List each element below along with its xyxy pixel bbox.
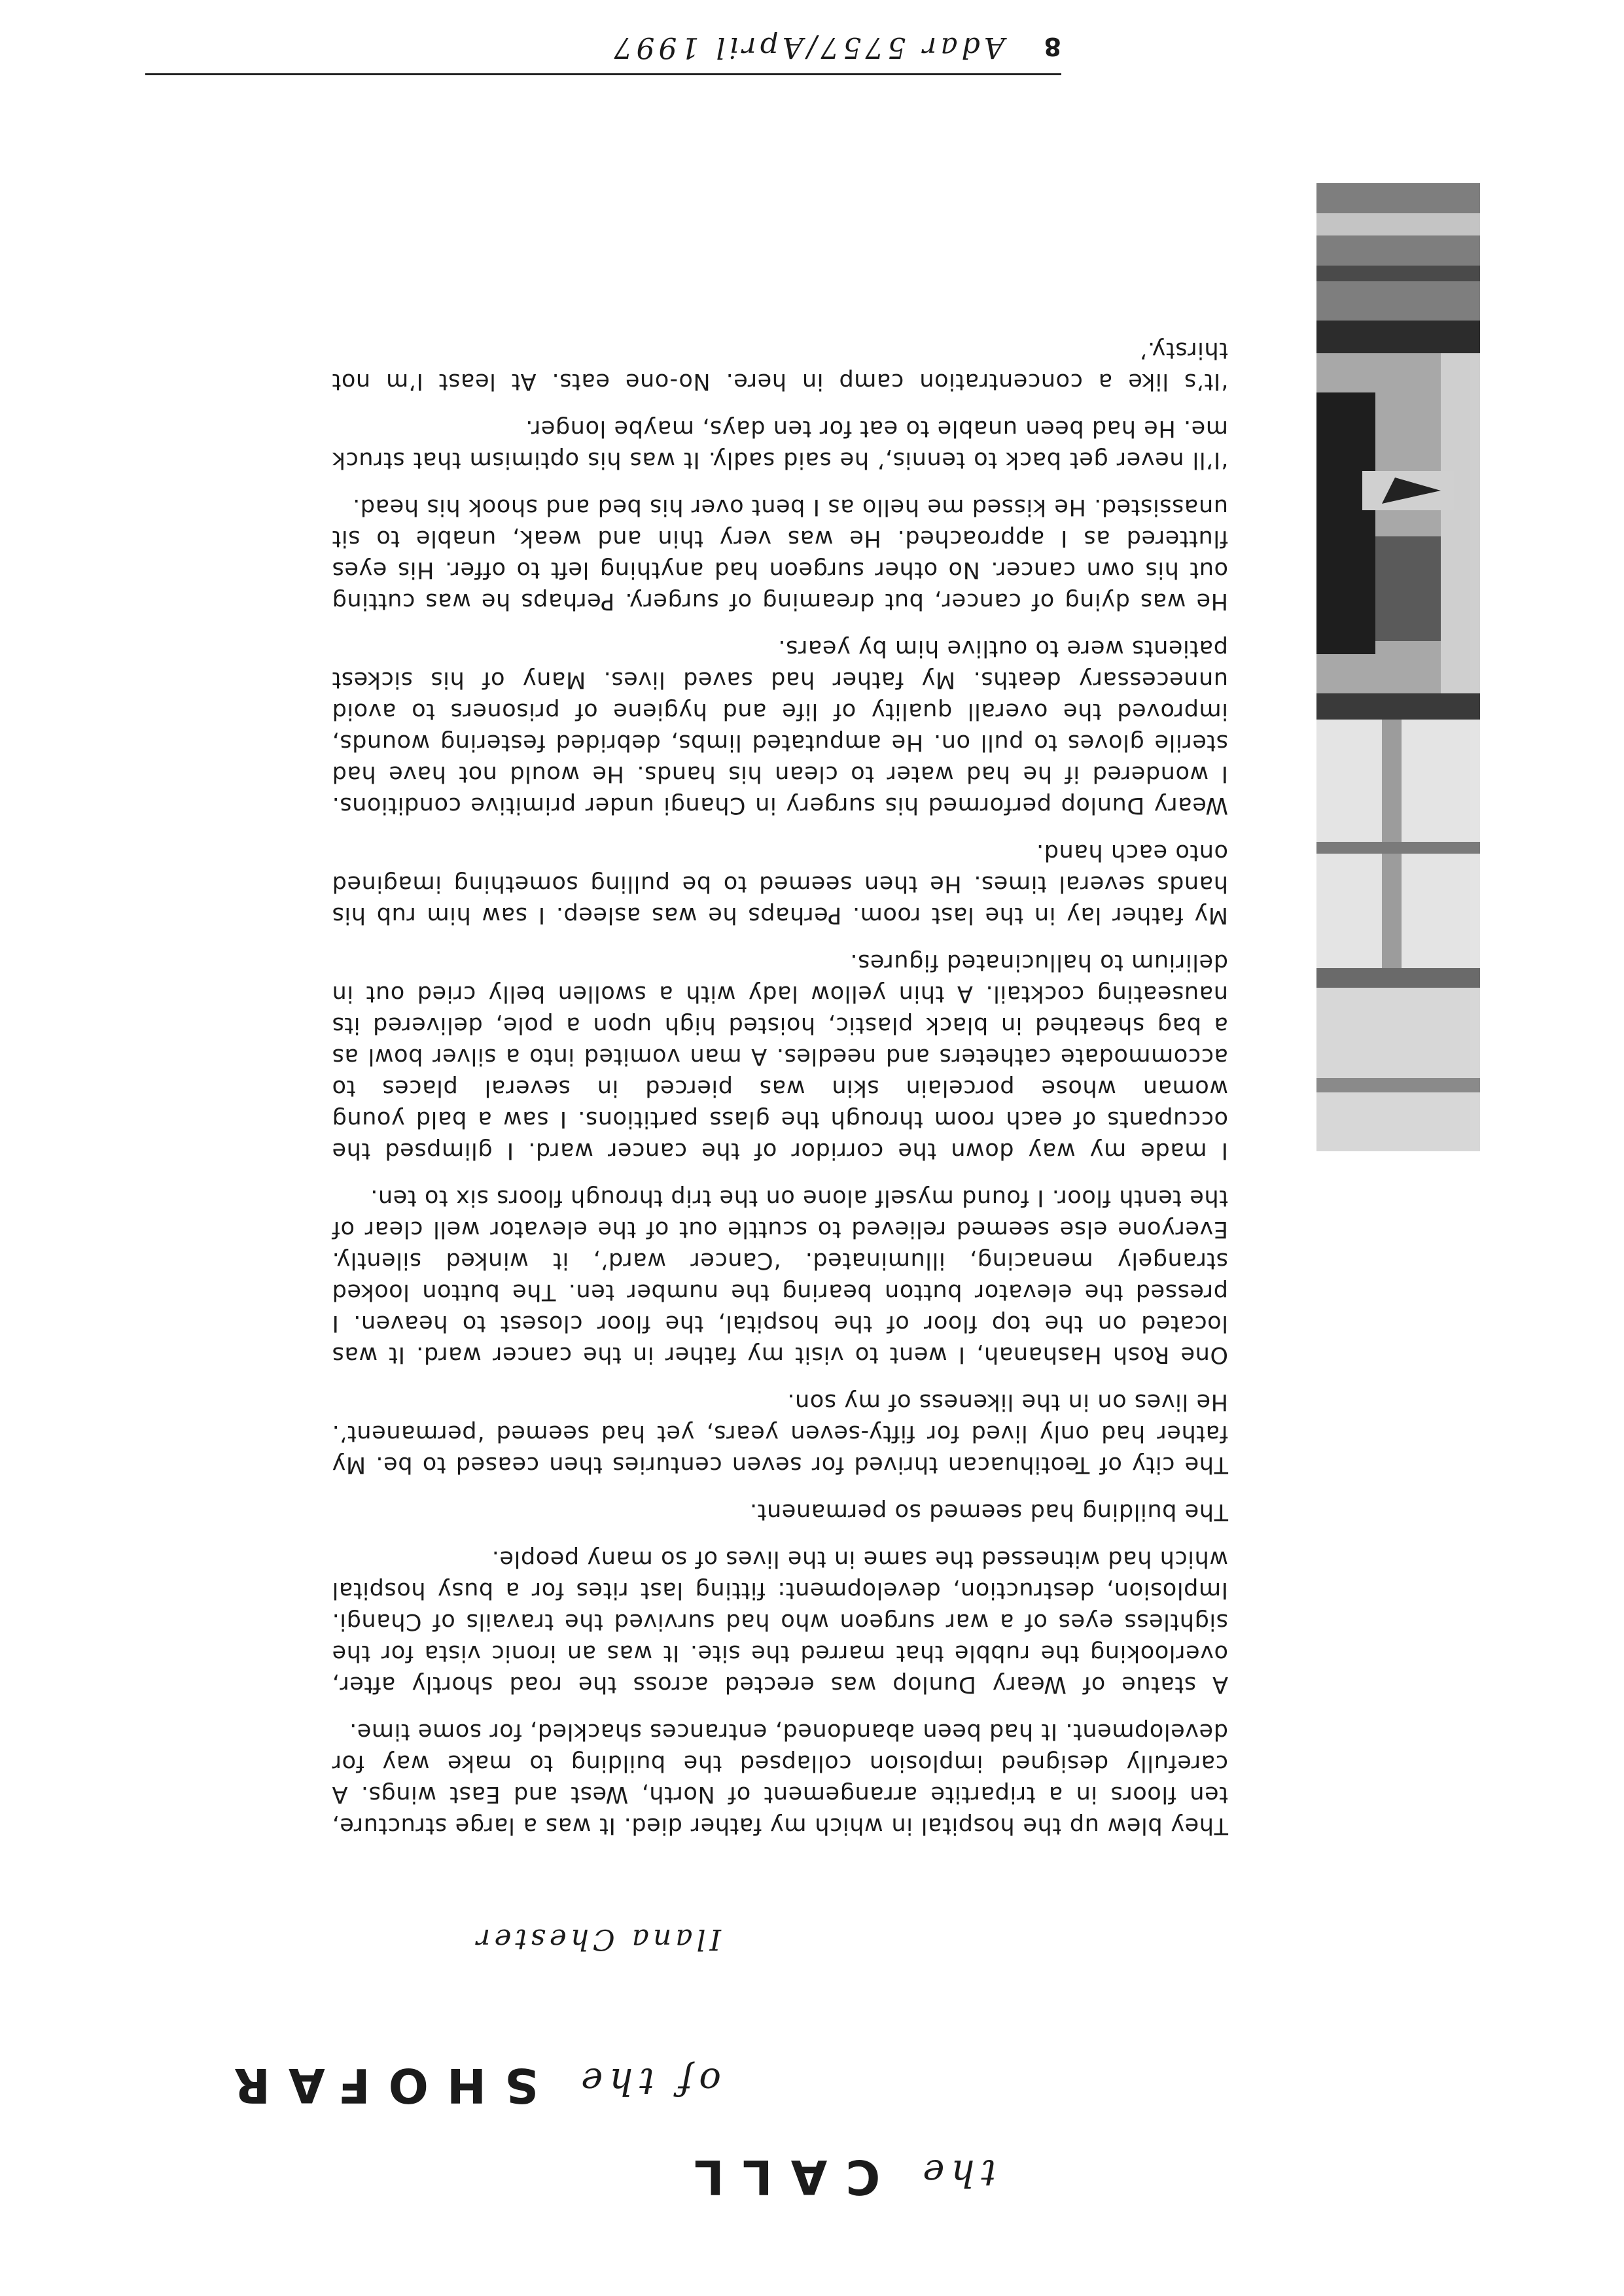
paragraph-6: I made my way down the corridor of the cancer ward. I glimpsed the occupants of each room through the glass partitions. I saw a bald young woman whose porcelain skin was pierced in several places to accommodate catheters and needles. A man vomited into a silver bowl as a bag sheathed in black plastic, hoisted high upon a pole, delivered its nauseating cocktail. A thin yellow lady with a swollen belly cried out in delirium to hallucinated figures. [332,949,1228,1164]
page-header [145,31,1061,75]
article-body [332,319,1228,1841]
paragraph-4: The city of Teotihuacan thrived for seven centuries then ceased to be. My father had only lived for fifty-seven years, yet had seemed ‘permanent’. He lives on in the likeness of my son. [332,1389,1228,1478]
paragraph-11: ‘It’s like a concentration camp in here. No-one eats. At least I’m not thirsty.’ [332,337,1228,394]
paragraph-8: Weary Dunlop performed his surgery in Changi under primitive conditions. I wondered if he had water to clean his hands. He would not have had sterile gloves to pull on. He amputated limbs, debrided festering wounds, improved the overall quality of life and hygiene of prisoners to avoid unnecessary deaths. My father had saved lives. Many of his sickest patients were to outlive him by years. [332,635,1228,818]
paragraph-7: My father lay in the last room. Perhaps he was asleep. I saw him rub his hands several times. He then seemed to be pulling something imagined onto each hand. [332,839,1228,928]
title-line-1 [676,2149,996,2204]
paragraph-3: The building had seemed so permanent. [749,1499,1228,1525]
title-of-the: of the [574,2060,721,2102]
article-title [211,2034,996,2204]
photograph-hospital-window [1316,183,1480,1151]
title-the: the [916,2151,996,2194]
title-line-2 [216,2058,721,2113]
paragraph-1: They blew up the hospital in which my father died. It was a large structure, ten floors in a tripartite arrangement of North, West and East wings. A carefully designed implosion collapsed the building to make way for development. It had been abandoned, entrances shackled, for some time. [332,1718,1228,1839]
paragraph-2: A statue of Weary Dunlop was erected across the road shortly after, overlooking the rubble that marred the site. It was an ironic vista for the sightless eyes of a war surgeon who had survived the travails of Changi. Implosion, destruction, development: fitting last rites for a busy hospital which had witnessed the same in the lives of so many people. [332,1546,1228,1697]
paragraph-5: One Rosh Hashanah, I went to visit my father in the cancer ward. It was located on the top floor of the hospital, the floor closest to heaven. I pressed the elevator button bearing the number ten. The button looked strangely menacing, illuminated. ‘Cancer ward’, it winked silently. Everyone else seemed relieved to scuttle out of the elevator well clear of the tenth floor. I found myself alone on the trip through floors six to ten. [332,1185,1228,1368]
issue-date: Adar 5757/April 1997 [610,31,1005,64]
paragraph-9: He was dying of cancer, but dreaming of surgery. Perhaps he was cutting out his own cancer. No other surgeon had anything left to offer. His eyes fluttered as I approached. He was very thin and weak, unable to sit unassisted. He kissed me hello as I bent over his bed and shook his head. [332,494,1228,614]
page-number: 8 [1044,32,1061,61]
author-byline: Ilana Chester [472,1922,721,1956]
paragraph-10: ‘I’ll never get back to tennis,’ he said sadly. It was his optimism that struck me. He had been unable to eat for ten days, maybe longer. [332,415,1228,473]
title-call: CALL [675,2149,881,2204]
photo-image [1316,183,1480,1151]
title-shofar: SHOFAR [215,2058,538,2113]
